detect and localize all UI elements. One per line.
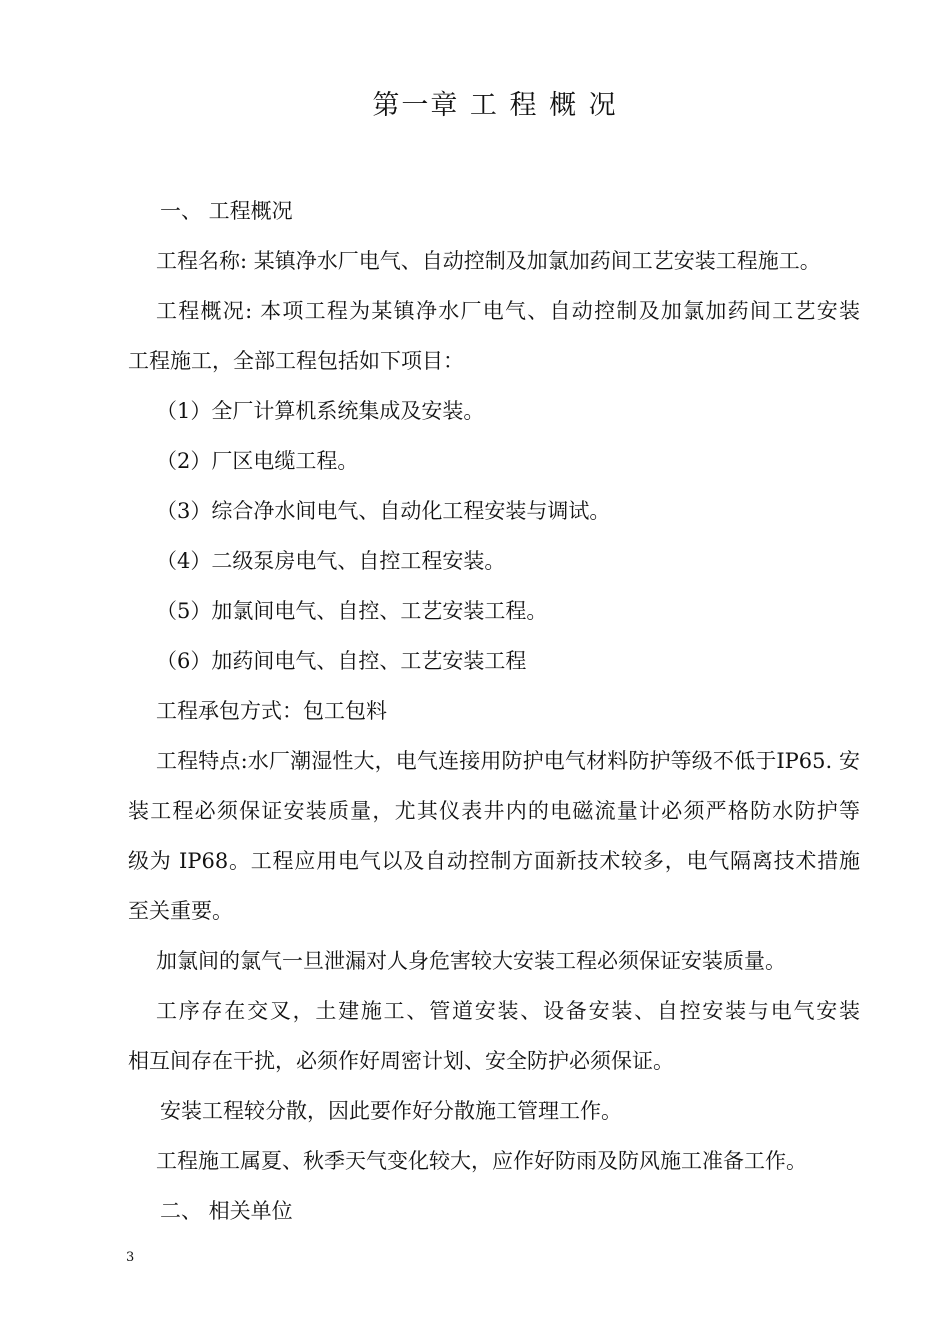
page-number: 3: [126, 1250, 135, 1265]
dispersed-note: 安装工程较分散，因此要作好分散施工管理工作。: [160, 1099, 622, 1123]
overview-line-2: 工程施工，全部工程包括如下项目：: [128, 349, 464, 373]
list-item-4: （4）二级泵房电气、自控工程安装。: [156, 549, 506, 573]
project-name-line: 工程名称: 某镇净水厂电气、自动控制及加氯加药间工艺安装工程施工。: [156, 249, 821, 273]
contract-mode-line: 工程承包方式：包工包料: [156, 699, 387, 723]
weather-note: 工程施工属夏、秋季天气变化较大，应作好防雨及防风施工准备工作。: [156, 1149, 807, 1173]
features-line-3: 级为 IP68。工程应用电气以及自动控制方面新技术较多，电气隔离技术措施: [128, 849, 860, 873]
process-line-2: 相互间存在干扰，必须作好周密计划、安全防护必须保证。: [128, 1049, 674, 1073]
process-line-1: 工序存在交叉，土建施工、管道安装、设备安装、自控安装与电气安装: [156, 999, 860, 1023]
list-item-2: （2）厂区电缆工程。: [156, 449, 359, 473]
list-item-1: （1）全厂计算机系统集成及安装。: [156, 399, 485, 423]
list-item-6: （6）加药间电气、自控、工艺安装工程: [156, 649, 527, 673]
features-line-4: 至关重要。: [128, 899, 233, 923]
section-heading-related-units: 二、 相关单位: [160, 1199, 293, 1223]
list-item-3: （3）综合净水间电气、自动化工程安装与调试。: [156, 499, 611, 523]
list-item-5: （5）加氯间电气、自控、工艺安装工程。: [156, 599, 548, 623]
chlorine-note: 加氯间的氯气一旦泄漏对人身危害较大安装工程必须保证安装质量。: [156, 949, 786, 973]
overview-line-1: 工程概况: 本项工程为某镇净水厂电气、自动控制及加氯加药间工艺安装: [156, 299, 860, 323]
features-line-1: 工程特点:水厂潮湿性大，电气连接用防护电气材料防护等级不低于IP65. 安: [156, 749, 860, 773]
chapter-title: 第一章 工 程 概 况: [372, 90, 618, 121]
section-heading-overview: 一、 工程概况: [160, 199, 293, 223]
features-line-2: 装工程必须保证安装质量，尤其仪表井内的电磁流量计必须严格防水防护等: [128, 799, 860, 823]
